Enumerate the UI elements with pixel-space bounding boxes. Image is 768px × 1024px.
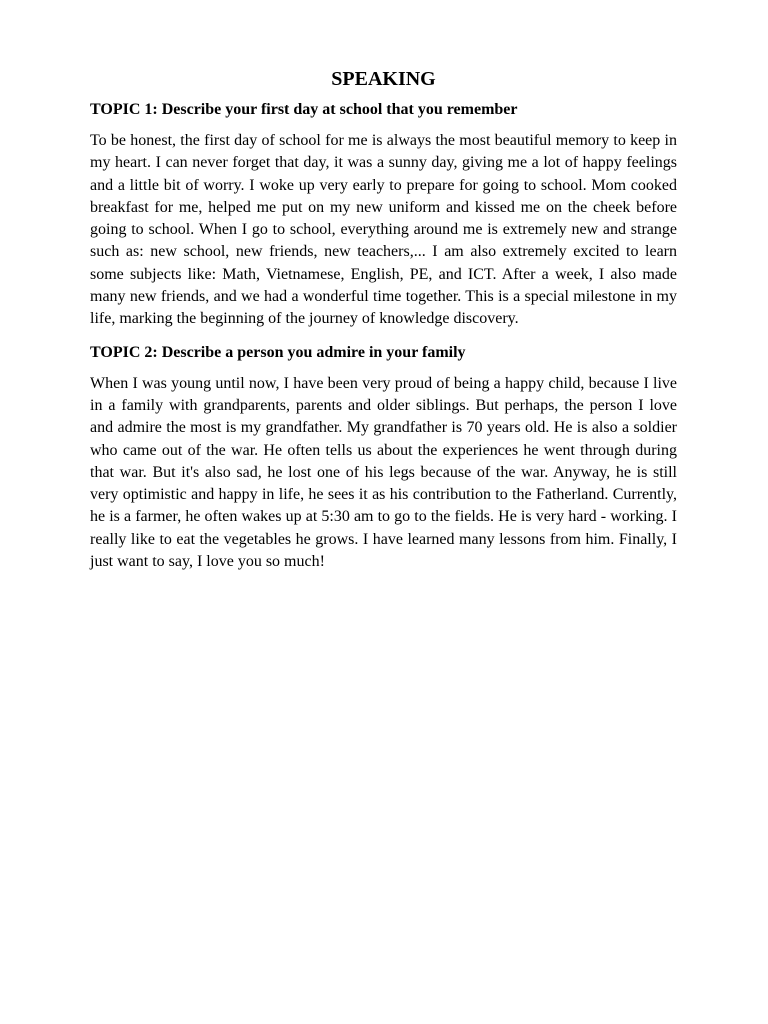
topic-2-body: When I was young until now, I have been very proud of being a happy child, because I live in a family with grandparents, parents and older siblings. But perhaps, the person I love and admire the most is my grandfather. My grandfather is 70 years old. He is also a soldier who came out of the war. He often tells us about the experiences he went through during that war. But it's also sad, he lost one of his legs because of the war. Anyway, he is still very optimistic and happy in life, he sees it as his contribution to the Fatherland. Currently, he is a farmer, he often wakes up at 5:30 am to go to the fields. He is very hard - working. I really like to eat the vegetables he grows. I have learned many lessons from him. Finally, I just want to say, I love you so much! — [90, 374, 677, 571]
topic-1-body: To be honest, the first day of school for me is always the most beautiful memory to keep in my heart. I can never forget that day, it was a sunny day, giving me a lot of happy feelings and a little bit of worry. I woke up very early to prepare for going to school. Mom cooked breakfast for me, helped me put on my new uniform and kissed me on the cheek before going to school. When I go to school, everything around me is extremely new and strange such as: new school, new friends, new teachers,... I am also extremely excited to learn some subjects like: Math, Vietnamese, English, PE, and ICT. After a week, I also made many new friends, and we had a wonderful time together. This is a special milestone in my life, marking the beginning of the journey of knowledge discovery. — [90, 132, 677, 328]
document-title: SPEAKING — [331, 68, 436, 90]
topic-1-section — [90, 100, 677, 331]
document-page — [90, 66, 677, 585]
topic-2-heading: TOPIC 2: Describe a person you admire in your family — [90, 343, 466, 361]
topic-2-section — [90, 343, 677, 574]
topic-1-heading: TOPIC 1: Describe your first day at school that you remember — [90, 101, 518, 118]
